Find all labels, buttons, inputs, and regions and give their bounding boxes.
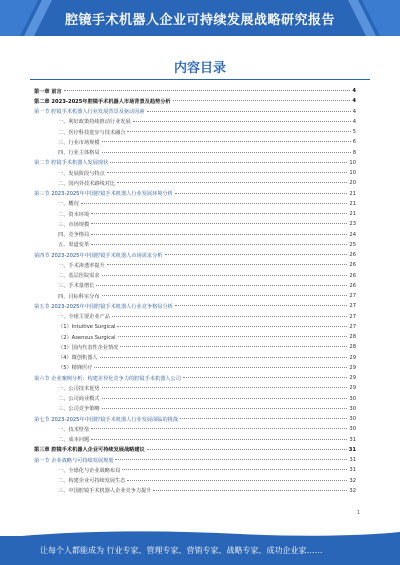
toc-entry-label: （3）国内代表性企业情况 [58, 344, 119, 351]
toc-entry-label: （2）Asensus Surgical [58, 334, 116, 341]
toc-entry-page: 4 [352, 88, 356, 95]
page-number: 1 [356, 510, 360, 516]
toc-entry-page: 30 [349, 395, 356, 402]
toc-entry[interactable] [34, 230, 356, 240]
toc-leader-dots [100, 357, 348, 358]
toc-leader-dots [117, 182, 347, 183]
toc-leader-dots [91, 244, 347, 245]
toc-entry-page: 30 [349, 416, 356, 423]
toc-leader-dots [147, 111, 351, 112]
toc-entry[interactable] [34, 342, 356, 352]
toc-leader-dots [112, 316, 348, 317]
toc-entry-page: 30 [349, 405, 356, 412]
toc-leader-dots [118, 336, 348, 337]
toc-leader-dots [120, 346, 347, 347]
toc-entry[interactable] [34, 322, 356, 332]
toc-entry-label: 第三节 2023-2025年中国腔镜手术机器人行业发展环境分析 [34, 191, 173, 198]
toc-leader-dots [175, 305, 348, 306]
toc-entry[interactable] [34, 250, 356, 260]
toc-entry[interactable] [34, 476, 356, 486]
toc-entry-label: 二、资本环境 [58, 211, 90, 218]
toc-entry-page: 24 [349, 231, 356, 238]
toc-entry-label: 三、市场规模 [58, 221, 90, 228]
toc-leader-dots [147, 449, 347, 450]
toc-entry-label: 二、成本问题 [58, 437, 90, 444]
toc-leader-dots [102, 398, 348, 399]
toc-leader-dots [91, 234, 347, 235]
toc-entry-label: 二、构建企业可持续发展生态 [58, 478, 126, 485]
toc-entry-page: 31 [349, 457, 356, 464]
toc-entry[interactable] [34, 107, 356, 117]
toc-entry-label: 三、手术量增长 [58, 283, 95, 290]
toc-leader-dots [122, 469, 347, 470]
toc-entry-label: 一、全球主要企业产品 [58, 314, 110, 321]
toc-leader-dots [183, 377, 347, 378]
toc-entry[interactable] [34, 404, 356, 414]
toc-entry-page: 6 [352, 139, 356, 146]
toc-entry-label: 一、概况 [58, 201, 79, 208]
toc-entry-page: 21 [349, 190, 356, 197]
toc-entry-label: （1）Intuitive Surgical [58, 324, 116, 331]
toc-entry-page: 30 [349, 426, 356, 433]
toc-entry-page: 26 [349, 272, 356, 279]
toc-entry-label: 三、中国腔镜手术机器人企业竞争力提升 [58, 488, 152, 495]
toc-leader-dots [115, 459, 347, 460]
toc-entry-label: 第三章 腔镜手术机器人企业可持续发展战略建议 [34, 447, 145, 454]
toc-leader-dots [102, 141, 351, 142]
toc-entry-page: 21 [349, 200, 356, 207]
toc-entry-page: 27 [349, 313, 356, 320]
toc-entry[interactable] [34, 332, 356, 342]
header-banner [0, 0, 400, 36]
toc-entry[interactable] [34, 168, 356, 178]
toc-entry-page: 10 [349, 159, 356, 166]
report-title: 腔镜手术机器人企业可持续发展战略研究报告 [64, 13, 335, 28]
header-right-deco [340, 0, 400, 36]
toc-leader-dots [81, 203, 348, 204]
toc-entry-page: 21 [349, 211, 356, 218]
footer-wave [0, 530, 400, 538]
toc-entry-label: 第一章 前言 [34, 88, 62, 95]
footer-slogan: 让每个人都能成为 行业专家、管理专家、营销专家、战略专家、成功企业家…… [40, 546, 323, 555]
toc-leader-dots [91, 223, 347, 224]
toc-entry[interactable] [34, 353, 356, 363]
toc-leader-dots [102, 295, 348, 296]
toc-entry[interactable] [34, 383, 356, 393]
toc-leader-dots [96, 285, 347, 286]
toc-entry-page: 20 [349, 180, 356, 187]
toc-entry-page: 29 [349, 375, 356, 382]
toc-entry-page: 31 [349, 467, 356, 474]
toc-entry-page: 25 [349, 241, 356, 248]
toc-leader-dots [110, 162, 347, 163]
toc-leader-dots [94, 367, 347, 368]
toc-entry-label: 第五节 2023-2025年中国腔镜手术机器人行业竞争格局分析 [34, 303, 173, 310]
toc-entry[interactable] [34, 455, 356, 465]
toc-leader-dots [91, 439, 347, 440]
toc-entry[interactable] [34, 424, 356, 434]
toc-entry-page: 26 [349, 262, 356, 269]
toc-entry[interactable] [34, 373, 356, 383]
toc-entry[interactable] [34, 271, 356, 281]
toc-entry-label: 三、行业市场规模 [58, 139, 100, 146]
toc-entry-label: 第二章 2023-2025年腔镜手术机器人市场背景及趋势分析 [34, 98, 171, 105]
toc-leader-dots [165, 254, 348, 255]
toc-entry-label: 一、利好政策持续推动行业发展 [58, 119, 131, 126]
toc-entry-label: 第二节 腔镜手术机器人发展现状 [34, 160, 109, 167]
toc-entry-page: 32 [349, 477, 356, 484]
toc-entry-label: 三、公司竞争策略 [58, 406, 100, 413]
toc-entry[interactable] [34, 465, 356, 475]
toc-entry-page: 27 [349, 293, 356, 300]
toc-leader-dots [127, 480, 347, 481]
toc-entry[interactable] [34, 445, 356, 455]
toc-entry[interactable] [34, 260, 356, 270]
toc-entry[interactable] [34, 199, 356, 209]
toc-entry-label: 一、发展阶段与特点 [58, 170, 105, 177]
toc-entry-label: （4）微创机器人 [58, 355, 98, 362]
toc-entry-page: 31 [349, 436, 356, 443]
toc-entry[interactable] [34, 158, 356, 168]
toc-entry-label: 一、手术渗透率提升 [58, 262, 105, 269]
toc-entry-page: 4 [352, 118, 356, 125]
toc-entry[interactable] [34, 127, 356, 137]
toc-entry[interactable] [34, 137, 356, 147]
toc-entry-page: 27 [349, 323, 356, 330]
toc-leader-dots [133, 121, 351, 122]
toc-entry-page: 23 [349, 221, 356, 228]
toc-leader-dots [180, 418, 347, 419]
toc-entry-page: 26 [349, 282, 356, 289]
toc-leader-dots [173, 100, 351, 101]
toc-entry-label: 二、公司商业模式 [58, 396, 100, 403]
toc-leader-dots [117, 326, 347, 327]
toc-entry-page: 27 [349, 303, 356, 310]
toc-entry[interactable] [34, 148, 356, 158]
toc-entry-page: 4 [352, 108, 356, 115]
toc-leader-dots [127, 131, 350, 132]
toc-entry[interactable] [34, 219, 356, 229]
toc-leader-dots [107, 172, 348, 173]
toc-entry[interactable] [34, 178, 356, 188]
toc-entry-label: 第七节 2023-2025年中国腔镜手术机器人行业发展面临的挑战 [34, 416, 179, 423]
toc-leader-dots [102, 387, 348, 388]
toc-entry-label: 第一节 企业战略与可持续发展规划 [34, 457, 114, 464]
toc-entry-page: 8 [352, 149, 356, 156]
toc-entry[interactable] [34, 486, 356, 496]
toc-entry-page: 29 [349, 364, 356, 371]
toc-entry-label: 四、行业主体格局 [58, 150, 100, 157]
toc-entry-page: 29 [349, 385, 356, 392]
toc-entry-label: 二、医疗科技进步与技术融合 [58, 129, 126, 136]
toc-entry-label: 二、国内外技术路线对比 [58, 180, 116, 187]
toc-entry-label: 四、竞争格局 [58, 232, 90, 239]
toc-leader-dots [102, 152, 351, 153]
toc-entry-label: 第六节 企业案例分析：构建差异化竞争力的腔镜手术机器人公司 [34, 375, 181, 382]
toc-entry[interactable] [34, 301, 356, 311]
toc-entry-page: 4 [352, 98, 356, 105]
toc-entry-label: 二、基层医院需求 [58, 273, 100, 280]
toc-entry-page: 31 [348, 446, 356, 453]
toc-leader-dots [107, 264, 348, 265]
toc-entry[interactable] [34, 117, 356, 127]
toc-entry[interactable] [34, 209, 356, 219]
toc-leader-dots [175, 193, 348, 194]
table-of-contents [34, 86, 356, 496]
toc-entry-page: 32 [349, 487, 356, 494]
toc-divider [30, 79, 370, 80]
toc-entry-label: 第四节 2023-2025年中国腔镜手术机器人市场需求分析 [34, 252, 163, 259]
toc-entry-label: 第一节 腔镜手术机器人行业发展背景及驱动因素 [34, 109, 145, 116]
toc-entry[interactable] [34, 189, 356, 199]
toc-entry-label: 一、公司技术优势 [58, 385, 100, 392]
toc-entry-label: 一、技术壁垒 [58, 426, 90, 433]
toc-leader-dots [64, 90, 351, 91]
toc-leader-dots [153, 490, 347, 491]
toc-entry[interactable] [34, 363, 356, 373]
toc-entry-label: 五、渠道变革 [58, 242, 90, 249]
toc-entry-page: 26 [349, 252, 356, 259]
toc-entry[interactable] [34, 312, 356, 322]
toc-heading: 内容目录 [173, 61, 226, 76]
toc-entry[interactable] [34, 86, 356, 96]
toc-entry[interactable] [34, 96, 356, 106]
toc-leader-dots [91, 428, 347, 429]
toc-entry[interactable] [34, 435, 356, 445]
toc-entry[interactable] [34, 281, 356, 291]
toc-leader-dots [102, 408, 348, 409]
toc-entry[interactable] [34, 414, 356, 424]
toc-entry-page: 28 [349, 344, 356, 351]
toc-entry-page: 29 [349, 354, 356, 361]
toc-entry[interactable] [34, 394, 356, 404]
toc-entry[interactable] [34, 240, 356, 250]
toc-entry-page: 5 [352, 129, 356, 136]
toc-entry-page: 28 [349, 334, 356, 341]
toc-entry-page: 10 [349, 170, 356, 177]
toc-entry-label: 一、全球化与企业战略布局 [58, 467, 121, 474]
toc-entry-label: 四、目标科室分布 [58, 293, 100, 300]
footer-banner [0, 536, 400, 565]
toc-leader-dots [102, 275, 348, 276]
toc-entry-label: （5）精锋医疗 [58, 365, 93, 372]
toc-leader-dots [91, 213, 347, 214]
toc-entry[interactable] [34, 291, 356, 301]
